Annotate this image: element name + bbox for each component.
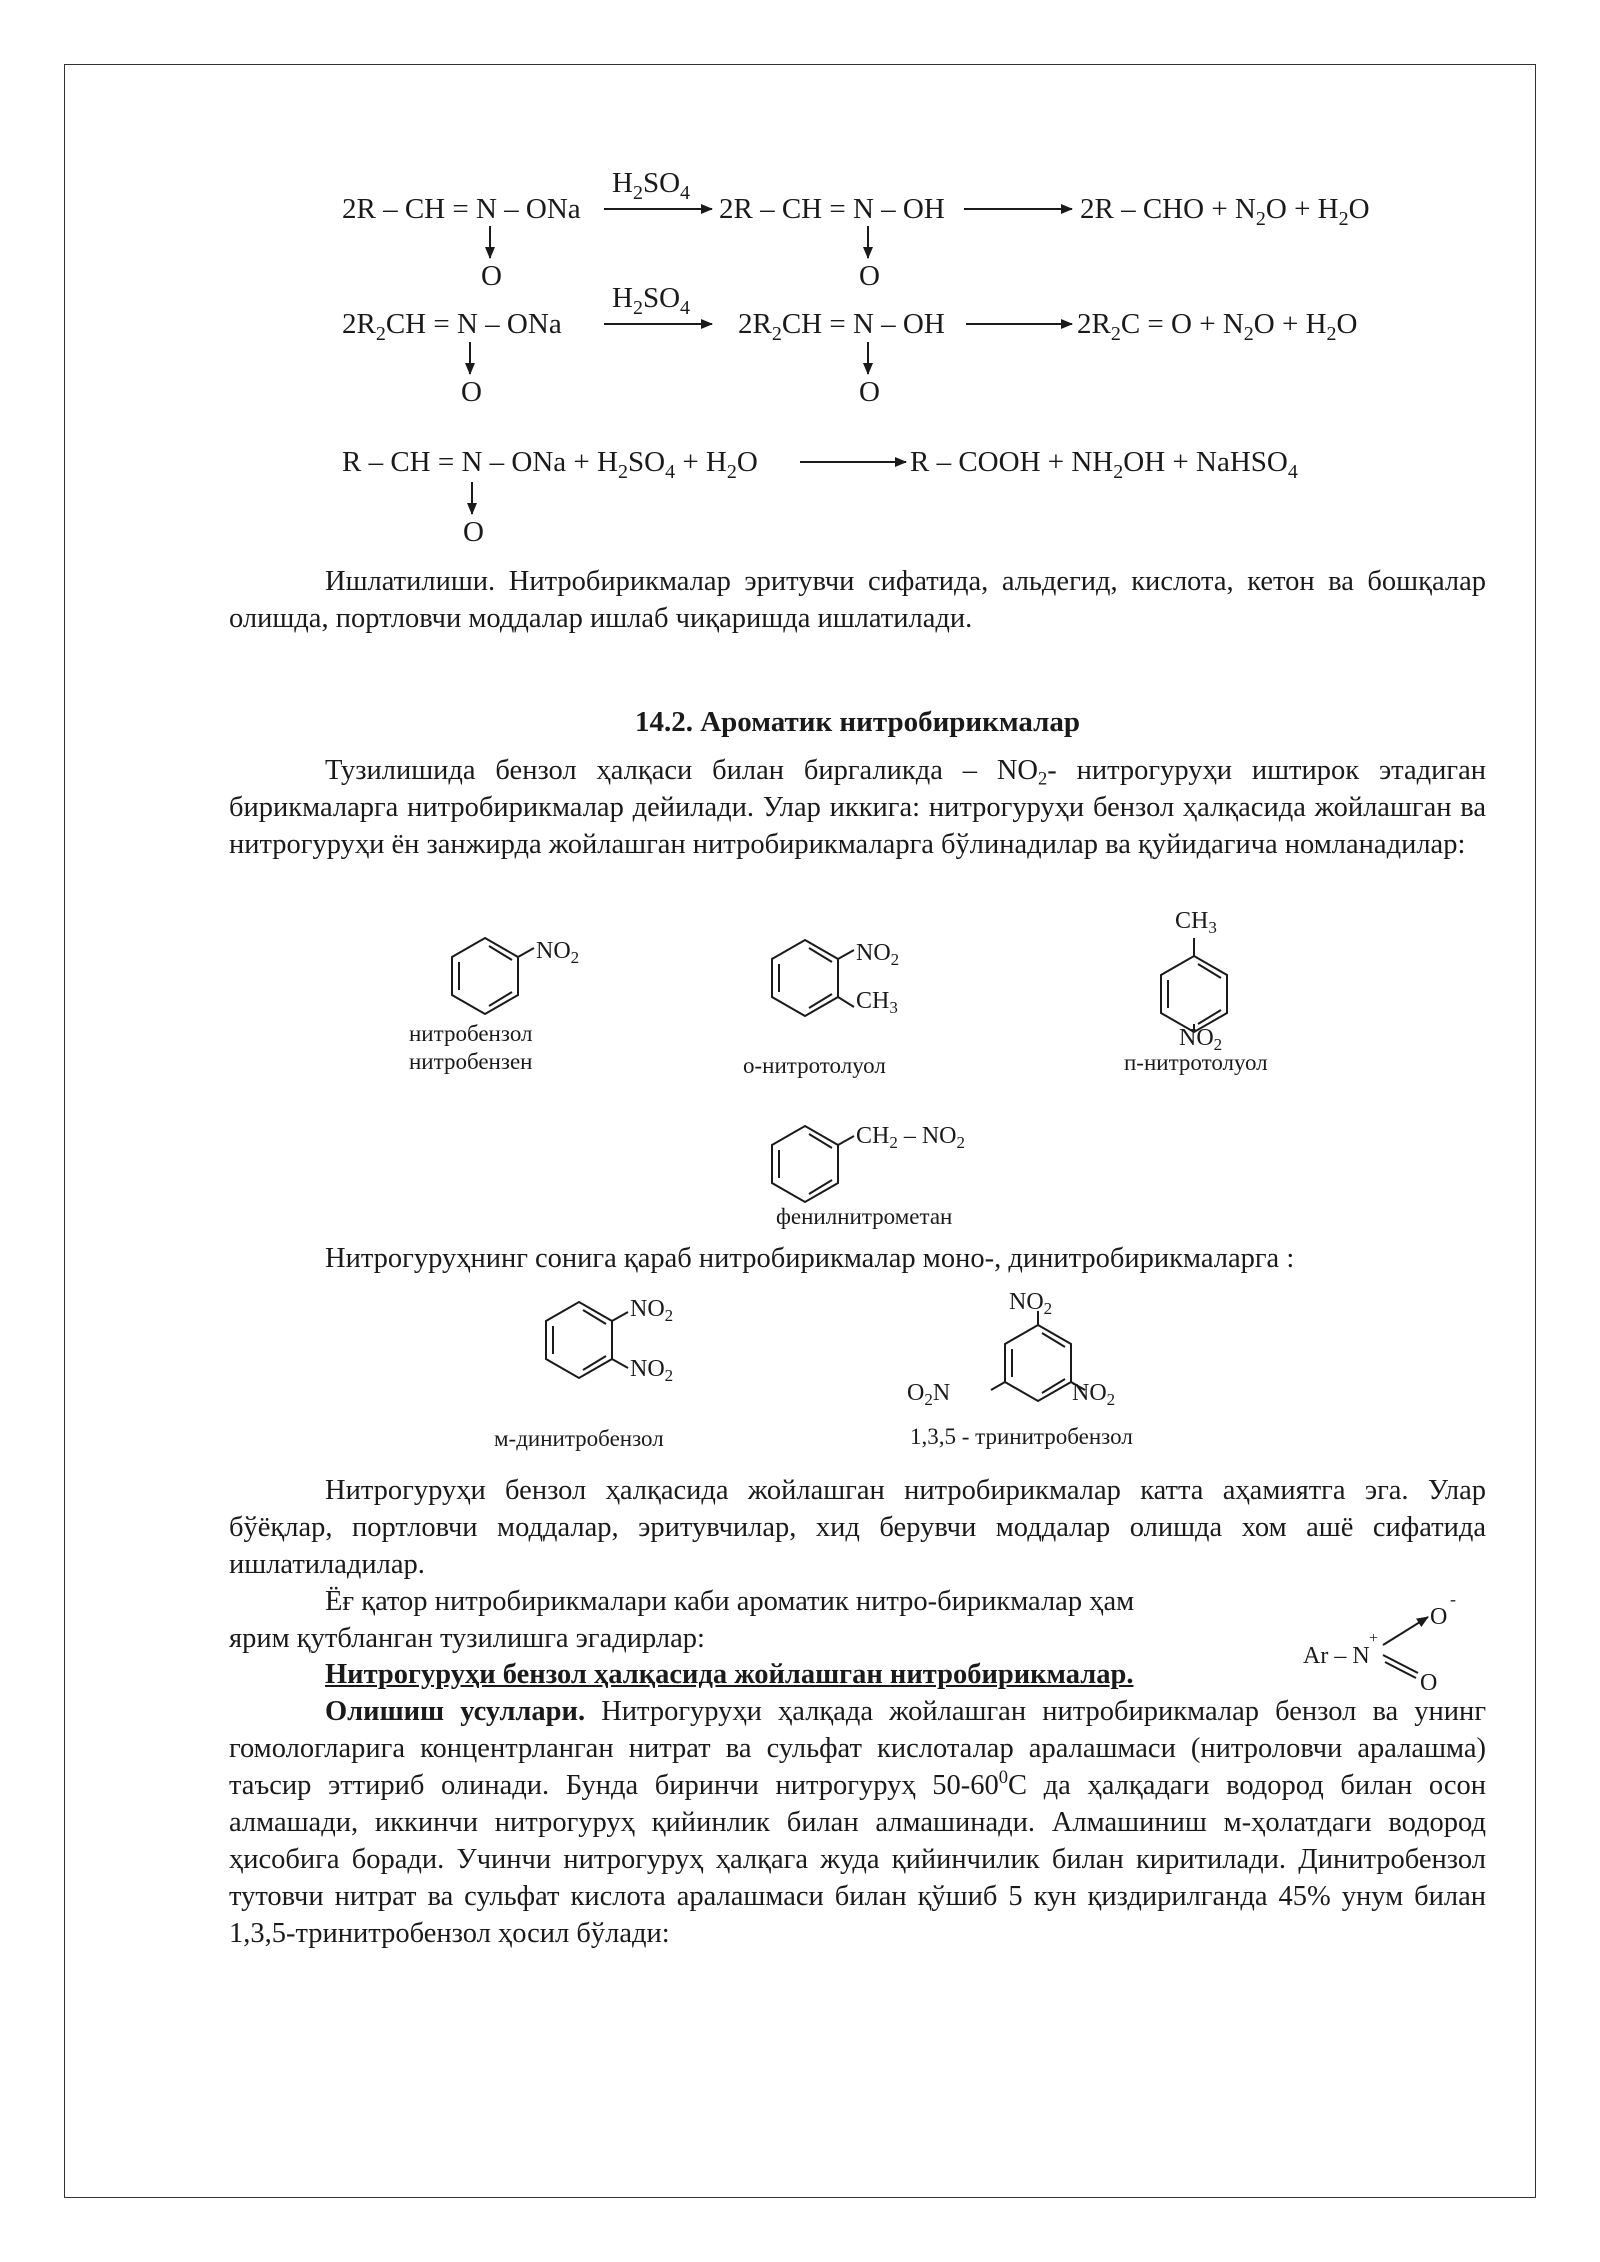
r1-oxygen-2: O — [859, 260, 880, 292]
r2-right: $2R_2C = O + N_2O + H_2O$ — [1077, 308, 1358, 345]
nitrobenzene-name-1: нитробензол — [409, 1021, 533, 1046]
usage-paragraph: Ишлатилиши. Нитробирикмалар эритувчи сифатида, альдегид, кислота, кетон ва бошқалар олишда, портловчи моддалар ишлаб чиқаришда ишлатилади. — [229, 566, 1486, 634]
phenylnitromethane-structure — [772, 1126, 854, 1202]
r2-mid: $2R_2CH = N$ – OH — [738, 308, 945, 345]
o-minus-charge: - — [1450, 1589, 1456, 1609]
o-minus-atom: O — [1430, 1604, 1448, 1630]
p-nitrotoluene-ch3: $CH_3$ — [1175, 908, 1217, 937]
methods-paragraph: Олишиш усуллари. Нитрогуруҳи ҳалқада жойлашган нитробирикмалар бензол ва унинг гомологларига концентрланган нитрат ва сульфат кислоталар аралашмаси (нитроловчи аралашма) таъсир эттириб олинади. Бунда биринчи нитрогуруҳ $50-60^0С$ да ҳалқадаги водород билан осон алмашади, иккинчи нитрогуруҳ қийинлик билан алмашинади. Алмашиниш м-ҳолатдаги водород ҳисобига боради. Учинчи нитрогуруҳ ҳалқага жуда қийинчилик билан киритилади. Динитробензол тутовчи нитрат ва сульфат кислота аралашмаси билан қўшиб 5 кун қиздирилганда 45% унум билан 1,3,5-тринитробензол ҳосил бўлади: — [229, 1696, 1487, 1949]
r1-oxygen-1: O — [481, 260, 502, 292]
section-title: 14.2. Ароматик нитробирикмалар — [634, 706, 1081, 738]
r1-right: 2R – CHO + $N_2O + H_2O$ — [1080, 193, 1370, 230]
dinitro-no2-top: $NO_2$ — [630, 1296, 674, 1325]
r3-oxygen: O — [463, 516, 484, 548]
o-nitrotoluene-structure — [772, 940, 854, 1016]
nitrobenzene-name-2: нитробензен — [409, 1049, 533, 1074]
trinitro-no2-right: $NO_2$ — [1072, 1380, 1116, 1409]
phenylnitromethane-formula: $CH_2 - NO_2$ — [856, 1123, 966, 1152]
r2-left: $2R_2CH = N$ – ONa — [342, 308, 562, 345]
trinitrobenzene-structure — [991, 1311, 1085, 1401]
semi-polar-line-2: ярим қутбланган тузилишга эгадирлар: — [229, 1623, 705, 1654]
m-dinitrobenzene-structure — [546, 1302, 628, 1378]
r1-mid: 2R – CH = N – OH — [719, 193, 945, 225]
r2-reagent: $H_2SO_4$ — [612, 282, 691, 319]
o-nitrotoluene-name: о-нитротолуол — [743, 1053, 886, 1078]
r2-oxygen-1: O — [461, 376, 482, 408]
o-nitrotoluene-no2: $NO_2$ — [856, 940, 900, 969]
r2-oxygen-2: O — [859, 376, 880, 408]
r3-left: R – CH = N – ONa + $H_2SO_4 + H_2O$ — [342, 446, 758, 483]
o-nitrotoluene-ch3: $CH_3$ — [856, 988, 898, 1017]
importance-paragraph: Нитрогуруҳи бензол ҳалқасида жойлашган нитробирикмалар катта аҳамиятга эга. Улар бўёқлар, портловчи моддалар, эритувчилар, хид берувчи моддалар олишда хом ашё сифатида ишлатиладилар. — [229, 1475, 1486, 1580]
trinitro-no2-top: $NO_2$ — [1009, 1289, 1053, 1318]
phenylnitromethane-name: фенилнитрометан — [776, 1204, 953, 1229]
r1-reagent: $H_2SO_4$ — [612, 167, 691, 204]
r1-left: 2R – CH = N – ONa — [342, 193, 581, 225]
intro-paragraph: Тузилишида бензол ҳалқаси билан биргаликда – $NO_2-$ нитрогуруҳи иштирок этадиган бирикмаларга нитробирикмалар дейилади. Улар иккига: нитрогуруҳи бензол ҳалқасида жойлашган ва нитрогуруҳи ён занжирда жойлашган нитробирикмаларга бўлинадилар ва қуйидагича номланадилар: — [229, 755, 1486, 860]
trinitro-o2n-left: $O_2N$ — [907, 1380, 951, 1409]
ar-n-label: Ar – N — [1303, 1643, 1370, 1669]
trinitrobenzene-name: 1,3,5 - тринитробензол — [910, 1424, 1133, 1449]
semi-polar-line-1: Ёғ қатор нитробирикмалари каби ароматик нитро-бирикмалар ҳам — [325, 1586, 1135, 1617]
count-line: Нитрогуруҳнинг сонига қараб нитробирикмалар моно-, динитробирикмаларга : — [325, 1243, 1295, 1274]
subheading: Нитрогуруҳи бензол ҳалқасида жойлашган нитробирикмалар. — [325, 1659, 1134, 1690]
p-nitrotoluene-structure — [1161, 938, 1227, 1032]
o-double-atom: O — [1420, 1670, 1438, 1696]
nitrobenzene-no2: $NO_2$ — [536, 938, 580, 967]
n-plus-charge: + — [1369, 1630, 1379, 1647]
p-nitrotoluene-name: п-нитротолуол — [1124, 1050, 1268, 1075]
dinitro-no2-bottom: $NO_2$ — [630, 1356, 674, 1385]
r3-right: R – COOH + $NH_2OH$ + NaHSO$_4$ — [910, 446, 1298, 483]
p-nitrotoluene-no2: $NO_2$ — [1179, 1025, 1223, 1054]
m-dinitrobenzene-name: м-динитробензол — [494, 1426, 664, 1451]
nitrobenzene-structure — [452, 938, 534, 1014]
